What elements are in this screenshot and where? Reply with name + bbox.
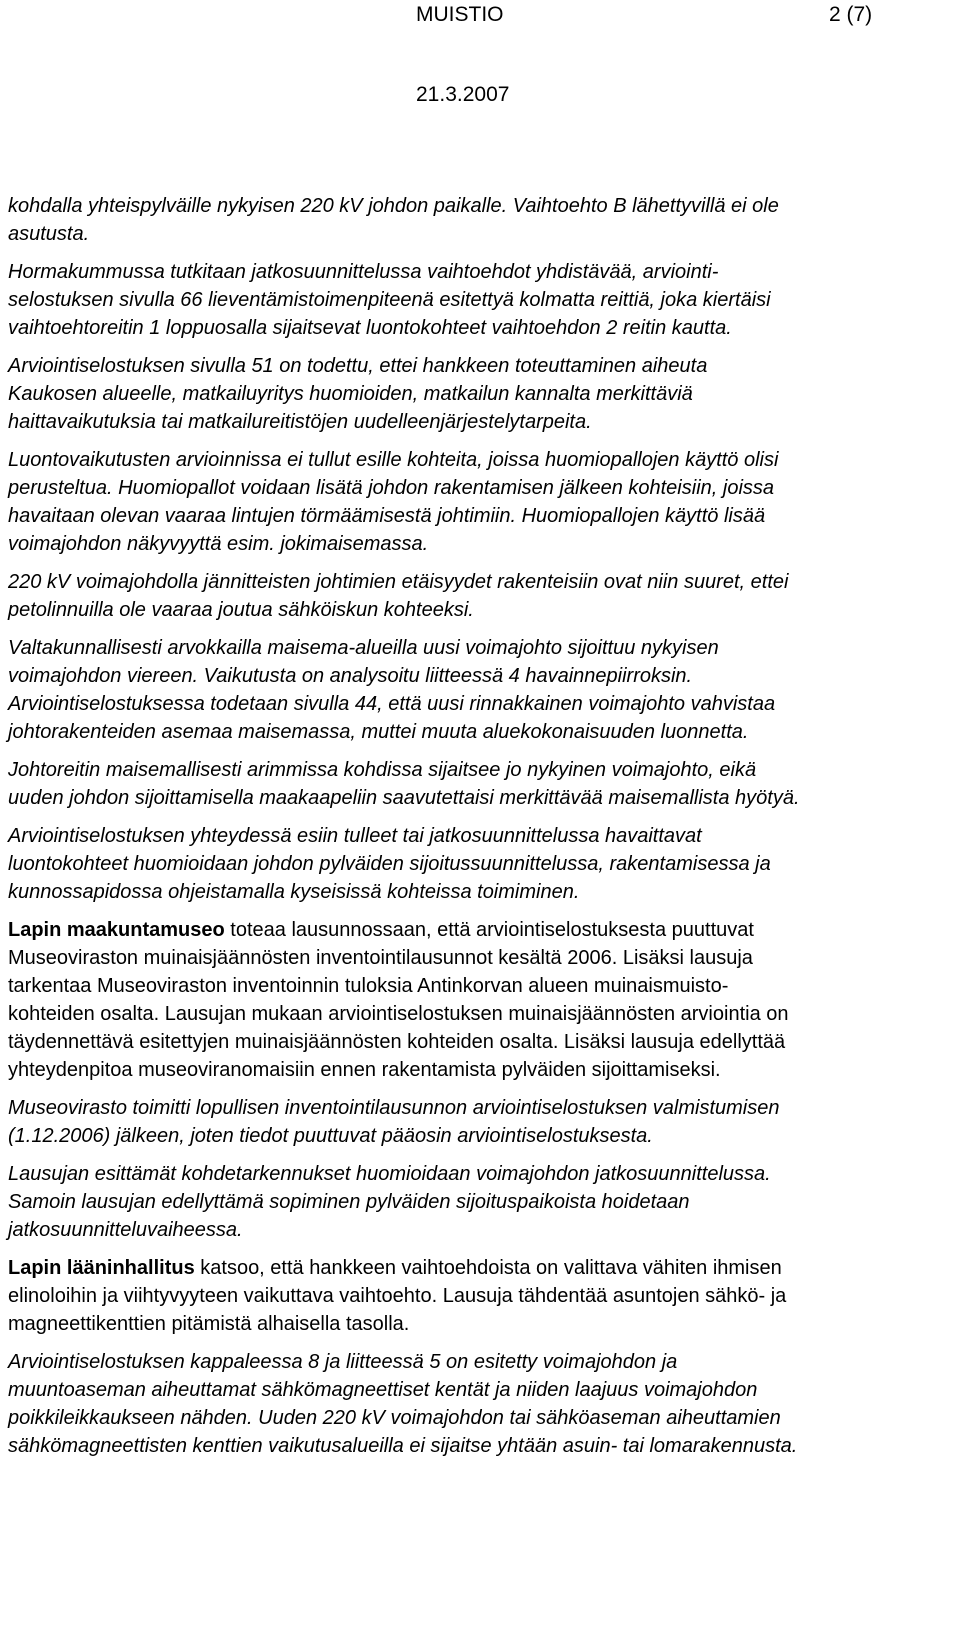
paragraph-4: Luontovaikutusten arvioinnissa ei tullut esille kohteita, joissa huomiopallojen käyttö olisi perusteltua. Huomiopallot voidaan lisätä johdon rakentamisen jälkeen kohteisiin, joissa havaitaan olevan vaaraa lintujen törmäämisestä johtimiin. Huomiopallojen käyttö lisää voimajohdon näkyvyyttä esim. jokimaisemassa. [8,449,779,555]
paragraph-12 [8,1254,958,1338]
paragraph-9 [8,916,958,1084]
statement-giver-provincial-office: Lapin lääninhallitus [8,1257,195,1279]
paragraph-8: Arviointiselostuksen yhteydessä esiin tulleet tai jatkosuunnittelussa havaittavat luontokohteet huomioidaan johdon pylväiden sijoitussuunnittelussa, rakentamisessa ja kunnossapidossa ohjeistamalla kyseisissä kohteissa toimiminen. [8,825,771,903]
paragraph-12-text: katsoo, että hankkeen vaihtoehdoista on valittava vähiten ihmisen elinoloihin ja viihtyvyyteen vaikuttava vaihtoehto. Lausuja tähdentää asuntojen sähkö- ja magneettikenttien pitämistä alhaisella tasolla. [8,1257,787,1335]
paragraph-7: Johtoreitin maisemallisesti arimmissa kohdissa sijaitsee jo nykyinen voimajohto, eikä uuden johdon sijoittamisella maakaapeliin saavutettaisi merkittävää maisemallista hyötyä. [8,759,800,809]
paragraph-13: Arviointiselostuksen kappaleessa 8 ja liitteessä 5 on esitetty voimajohdon ja muuntoaseman aiheuttamat sähkömagneettiset kentät ja niiden laajuus voimajohdon poikkileikkaukseen nähden. Uuden 220 kV voimajohdon tai sähköaseman aiheuttamien sähkömagneettisten kenttien vaikutusalueilla ei sijaitse yhtään asuin- tai lomarakennusta. [8,1351,798,1457]
paragraph-11: Lausujan esittämät kohdetarkennukset huomioidaan voimajohdon jatkosuunnittelussa. Samoin lausujan edellyttämä sopiminen pylväiden sijoituspaikoista hoidetaan jatkosuunnitteluvaiheessa. [8,1163,771,1241]
paragraph-2: Hormakummussa tutkitaan jatkosuunnittelussa vaihtoehdot yhdistävää, arviointi- selostuksen sivulla 66 lieventämistoimenpiteenä esitettyä kolmatta reittiä, joka kiertäisi vaihtoehtoreitin 1 loppuosalla sijaitsevat luontokohteet vaihtoehdon 2 reitin kautta. [8,261,771,339]
paragraph-6a: Valtakunnallisesti arvokkailla maisema-alueilla uusi voimajohto sijoittuu nykyisen voimajohdon viereen. Vaikutusta on analysoitu liitteessä 4 havainnepiirroksin. [8,637,719,687]
paragraph-9-text: toteaa lausunnossaan, että arviointiselostuksesta puuttuvat Museoviraston muinaisjäännösten inventointilausunnot kesältä 2006. Lisäksi lausuja tarkentaa Museoviraston inventoinnin tuloksia Antinkorvan alueen muinaismuisto- kohteiden osalta. Lausujan mukaan arviointiselostuksen muinaisjäännösten arviointia on täydennettävä esitettyjen muinaisjäännösten kohteiden osalta. Lisäksi lausuja edellyttää yhteydenpitoa museoviranomaisiin ennen rakentamista pylväiden sijoittamiseksi. [8,919,789,1081]
paragraph-10: Museovirasto toimitti lopullisen inventointilausunnon arviointiselostuksen valmistumisen (1.12.2006) jälkeen, joten tiedot puuttuvat pääosin arviointiselostuksesta. [8,1097,780,1147]
statement-giver-museum: Lapin maakuntamuseo [8,919,225,941]
document-date: 21.3.2007 [416,83,510,106]
document-body [8,192,958,1460]
paragraph-5: 220 kV voimajohdolla jännitteisten johtimien etäisyydet rakenteisiin ovat niin suuret, ettei petolinnuilla ole vaaraa joutua sähköiskun kohteeksi. [8,571,789,621]
paragraph-1: kohdalla yhteispylväille nykyisen 220 kV johdon paikalle. Vaihtoehto B lähettyvillä ei ole asutusta. [8,195,779,245]
document-type-title: MUISTIO [416,3,504,26]
page-number: 2 (7) [829,3,873,26]
paragraph-3: Arviointiselostuksen sivulla 51 on todettu, ettei hankkeen toteuttaminen aiheuta Kaukosen alueelle, matkailuyritys huomioiden, matkailun kannalta merkittäviä haittavaikutuksia tai matkailureitistöjen uudelleenjärjestelytarpeita. [8,355,708,433]
paragraph-6b: Arviointiselostuksessa todetaan sivulla 44, että uusi rinnakkainen voimajohto vahvistaa johtorakenteiden asemaa maisemassa, muttei muuta aluekokonaisuuden luonnetta. [8,693,776,743]
